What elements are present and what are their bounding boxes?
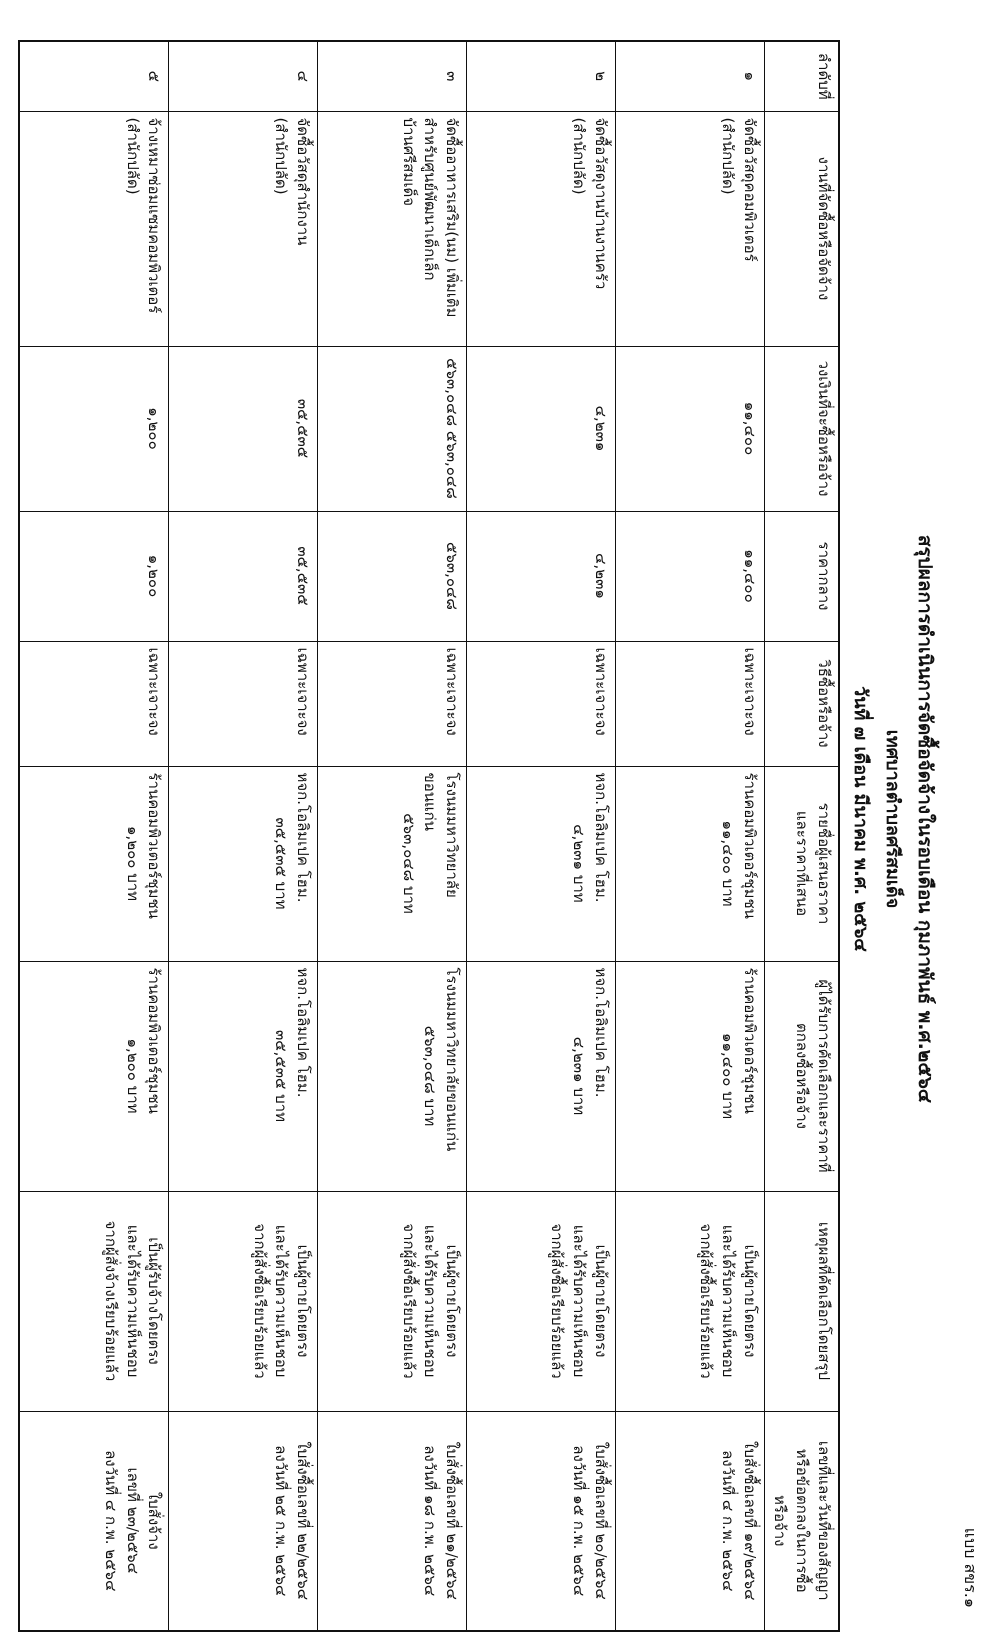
cell-budget: ๓๕,๕๓๕ [169, 346, 318, 511]
cell-median: ๕๖๓,๐๔๘ [318, 511, 467, 641]
cell-budget: ๑,๒๐๐ [19, 346, 169, 511]
cell-winner: หจก.โอลิมเปค โฮม. ๔,๒๓๑ บาท [467, 961, 616, 1191]
cell-no: ๔ [169, 41, 318, 111]
cell-bidders: ร้านคอมพิวเตอร์ชุมชน ๑๑,๔๐๐ บาท [615, 766, 764, 961]
cell-work: จัดซื้อวัสดุงานบ้านงานครัว (สำนักปลัด) [467, 111, 616, 346]
table-row [615, 41, 764, 1631]
cell-bidders: โรงนมมหาวิทยาลัยขอนแก่น ๕๖๓,๐๔๘ บาท [318, 766, 467, 961]
table-row [169, 41, 318, 1631]
cell-reason: เป็นผู้ขายโดยตรง และได้รับความเห็นชอบ จากผู้สั่งซื้อเรียบร้อยแล้ว [615, 1191, 764, 1411]
cell-reason: เป็นผู้ขายโดยตรง และได้รับความเห็นชอบ จากผู้สั่งซื้อเรียบร้อยแล้ว [318, 1191, 467, 1411]
cell-method: เฉพาะเจาะจง [615, 641, 764, 766]
table-row [318, 41, 467, 1631]
cell-method: เฉพาะเจาะจง [467, 641, 616, 766]
header-budget: วงเงินที่จะซื้อหรือจ้าง [764, 346, 839, 511]
cell-winner: ร้านคอมพิวเตอร์ชุมชน ๑๑,๔๐๐ บาท [615, 961, 764, 1191]
procurement-table [18, 40, 840, 1632]
cell-contract: ใบสั่งจ้าง เลขที่ ๒๓/๒๕๖๔ ลงวันที่ ๔ ก.พ. ๒๕๖๔ [19, 1411, 169, 1631]
table-header-row [764, 41, 839, 1631]
form-code: แบบ สขร.๑ [961, 1527, 980, 1608]
header-bidders: รายชื่อผู้เสนอราคา และราคาที่เสนอ [764, 766, 839, 961]
cell-no: ๕ [19, 41, 169, 111]
cell-bidders: หจก.โอลิมเปค โฮม. ๓๕,๕๓๕ บาท [169, 766, 318, 961]
cell-work: จ้างเหมาซ่อมแซมคอมพิวเตอร์ (สำนักปลัด) [19, 111, 169, 346]
table-row [19, 41, 169, 1631]
cell-winner: โรงนมมหาวิทยาลัยขอนแก่น ๕๖๓,๐๔๘ บาท [318, 961, 467, 1191]
cell-contract: ใบสั่งซื้อเลขที่ ๒๒/๒๕๖๔ ลงวันที่ ๒๕ ก.พ. ๒๕๖๔ [169, 1411, 318, 1631]
cell-winner: ร้านคอมพิวเตอร์ชุมชน ๑,๒๐๐ บาท [19, 961, 169, 1191]
cell-median: ๓๕,๕๓๕ [169, 511, 318, 641]
cell-no: ๓ [318, 41, 467, 111]
cell-contract: ใบสั่งซื้อเลขที่ ๒๐/๒๕๖๔ ลงวันที่ ๑๕ ก.พ. ๒๕๖๔ [467, 1411, 616, 1631]
cell-contract: ใบสั่งซื้อเลขที่ ๒๑/๒๕๖๔ ลงวันที่ ๑๘ ก.พ. ๒๕๖๔ [318, 1411, 467, 1631]
cell-budget: ๔,๒๓๑ [467, 346, 616, 511]
header-no: ลำดับที่ [764, 41, 839, 111]
cell-contract: ใบสั่งซื้อเลขที่ ๑๙/๒๕๖๔ ลงวันที่ ๔ ก.พ. ๒๕๖๔ [615, 1411, 764, 1631]
header-work: งานที่จัดซื้อหรือจัดจ้าง [764, 111, 839, 346]
cell-method: เฉพาะเจาะจง [169, 641, 318, 766]
header-median-price: ราคากลาง [764, 511, 839, 641]
cell-work: จัดซื้อวัสดุคอมพิวเตอร์ (สำนักปลัด) [615, 111, 764, 346]
doc-agency: เทศบาลตำบลศรีสมเด็จ [882, 729, 903, 909]
cell-winner: หจก.โอลิมเปค โฮม. ๓๕,๕๓๕ บาท [169, 961, 318, 1191]
cell-reason: เป็นผู้ขายโดยตรง และได้รับความเห็นชอบ จากผู้สั่งซื้อเรียบร้อยแล้ว [467, 1191, 616, 1411]
cell-median: ๑,๒๐๐ [19, 511, 169, 641]
cell-no: ๒ [467, 41, 616, 111]
table-row [467, 41, 616, 1631]
cell-budget: ๕๖๓,๐๔๘ ๕๖๓,๐๔๘ [318, 346, 467, 511]
header-reason: เหตุผลที่คัดเลือกโดยสรุป [764, 1191, 839, 1411]
cell-reason: เป็นผู้ขายโดยตรง และได้รับความเห็นชอบ จากผู้สั่งซื้อเรียบร้อยแล้ว [169, 1191, 318, 1411]
cell-median: ๔,๒๓๑ [467, 511, 616, 641]
cell-method: เฉพาะเจาะจง [318, 641, 467, 766]
doc-date: วันที่ ๗ เดือน มีนาคม พ.ศ. ๒๕๖๔ [850, 686, 871, 952]
cell-bidders: ร้านคอมพิวเตอร์ชุมชน ๑,๒๐๐ บาท [19, 766, 169, 961]
header-contract: เลขที่และวันที่ของสัญญา หรือข้อตกลงในการซื้อ หรือจ้าง [764, 1411, 839, 1631]
header-winner: ผู้ได้รับการคัดเลือกและราคาที่ ตกลงซื้อหรือจ้าง [764, 961, 839, 1191]
cell-work: จัดซื้อวัสดุสำนักงาน (สำนักปลัด) [169, 111, 318, 346]
cell-no: ๑ [615, 41, 764, 111]
cell-method: เฉพาะเจาะจง [19, 641, 169, 766]
cell-bidders: หจก.โอลิมเปค โฮม. ๔,๒๓๑ บาท [467, 766, 616, 961]
header-method: วิธีซื้อหรือจ้าง [764, 641, 839, 766]
cell-budget: ๑๑,๔๐๐ [615, 346, 764, 511]
cell-reason: เป็นผู้รับจ้างโดยตรง และได้รับความเห็นชอบ จากผู้สั่งจ้างเรียบร้อยแล้ว [19, 1191, 169, 1411]
cell-median: ๑๑,๔๐๐ [615, 511, 764, 641]
cell-work: จัดซื้ออาหารเสริม(นม) เพิ่มเติม สำหรับศูนย์พัฒนาเด็กเล็ก บ้านศรีสมเด็จ [318, 111, 467, 346]
doc-title: สรุปผลการดำเนินการจัดซื้อจัดจ้างในรอบเดือน กุมภาพันธ์ พ.ศ.๒๕๖๔ [914, 534, 936, 1104]
